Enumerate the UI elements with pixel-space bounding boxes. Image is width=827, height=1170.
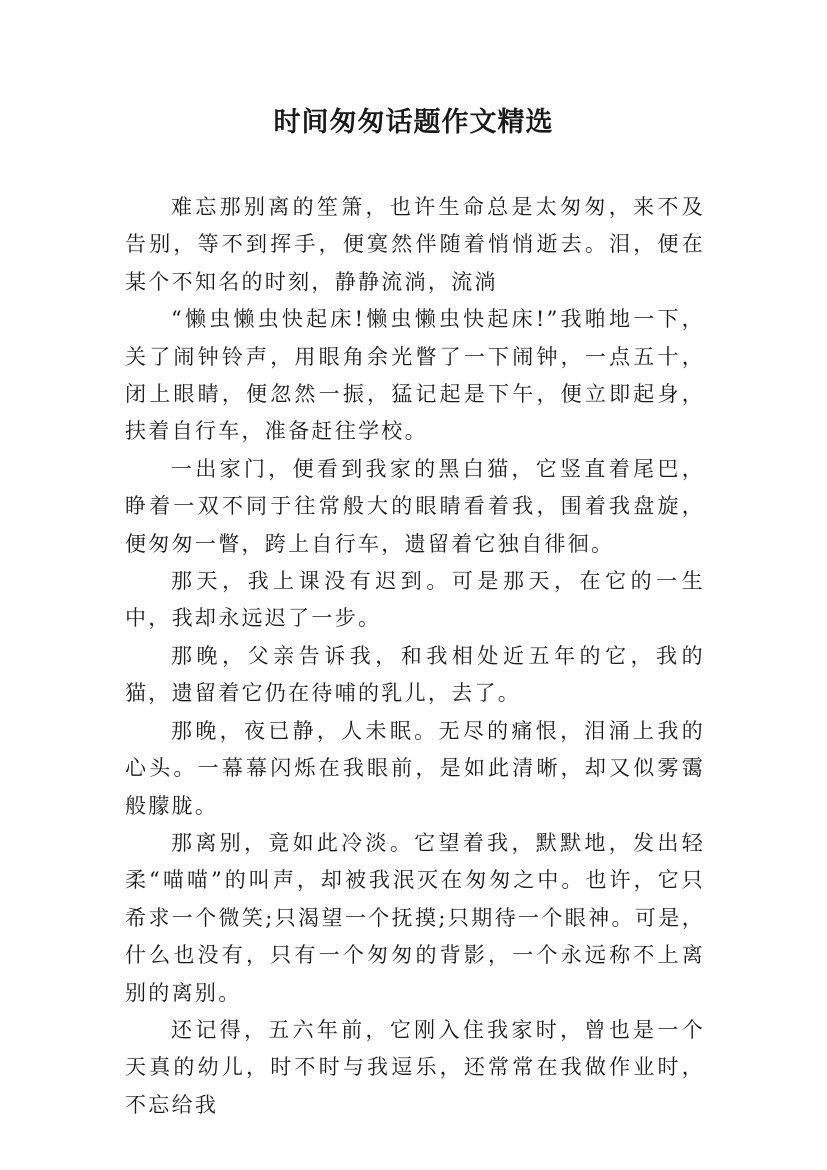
paragraph: 一出家门，便看到我家的黑白猫，它竖直着尾巴，睁着一双不同于往常般大的眼睛看着我，围着我盘旋，便匆匆一瞥，跨上自行车，遗留着它独自徘徊。 — [125, 456, 705, 556]
paragraph: 难忘那别离的笙箫，也许生命总是太匆匆，来不及告别，等不到挥手，便寞然伴随着悄悄逝去。泪，便在某个不知名的时刻，静静流淌，流淌 — [125, 195, 705, 294]
paragraph: 那晚，父亲告诉我，和我相处近五年的它，我的猫，遗留着它仍在待哺的乳儿，去了。 — [125, 643, 705, 706]
paragraph: “懒虫懒虫快起床!懒虫懒虫快起床!”我啪地一下，关了闹钟铃声，用眼角余光瞥了一下闹钟，一点五十，闭上眼睛，便忽然一振，猛记起是下午，便立即起身，扶着自行车，准备赶往学校。 — [125, 307, 705, 444]
document-title: 时间匆匆话题作文精选 — [273, 107, 554, 138]
paragraph: 那天，我上课没有迟到。可是那天，在它的一生中，我却永远迟了一步。 — [125, 569, 705, 631]
essay-body — [125, 189, 705, 1124]
paragraph: 那晚，夜已静，人未眠。无尽的痛恨，泪涌上我的心头。一幕幕闪烁在我眼前，是如此清晰，却又似雾霭般朦胧。 — [125, 718, 705, 818]
paragraph: 那离别，竟如此冷淡。它望着我，默默地，发出轻柔“喵喵”的叫声，却被我泯灭在匆匆之中。也许，它只希求一个微笑;只渴望一个抚摸;只期待一个眼神。可是，什么也没有，只有一个匆匆的背影，一个永远称不上离别的离别。 — [125, 830, 705, 1005]
paragraph: 还记得，五六年前，它刚入住我家时，曾也是一个天真的幼儿，时不时与我逗乐，还常常在我做作业时，不忘给我 — [125, 1017, 705, 1117]
